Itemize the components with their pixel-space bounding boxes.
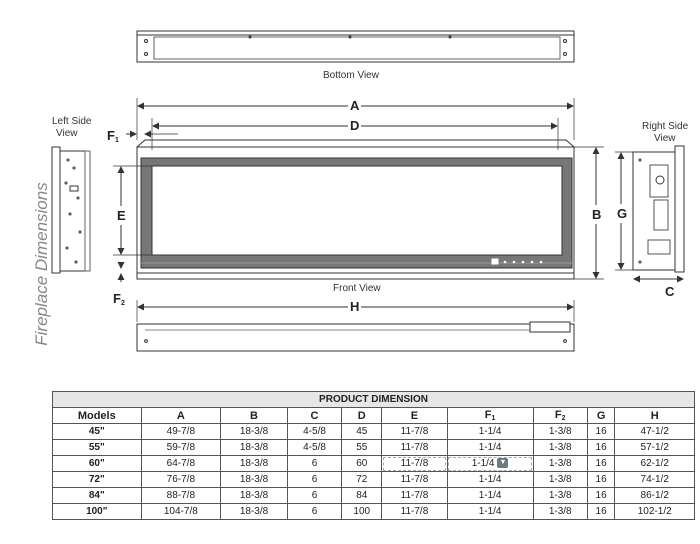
table-cell: 74-1/2 [615, 472, 695, 488]
table-cell: 4-5/8 [287, 424, 341, 440]
table-cell: 1-1/4 [447, 472, 533, 488]
table-cell: 1-3/8 [533, 440, 587, 456]
table-cell: 45 [342, 424, 382, 440]
table-cell: 11-7/8 [382, 504, 447, 520]
bottom-view-drawing [137, 31, 574, 62]
table-cell: 6 [287, 504, 341, 520]
table-title: PRODUCT DIMENSION [53, 392, 695, 408]
right-side-view-drawing [633, 146, 684, 272]
table-cell: 76-7/8 [141, 472, 221, 488]
table-cell: 1-1/4 [447, 504, 533, 520]
table-cell: 1-3/8 [533, 456, 587, 472]
table-cell: 18-3/8 [221, 488, 288, 504]
table-cell: 16 [587, 440, 615, 456]
right-side-view-label-2: View [654, 133, 676, 144]
left-side-view-label: Left Side [52, 116, 92, 127]
page-title: Fireplace Dimensions [32, 182, 51, 346]
table-cell: 16 [587, 424, 615, 440]
left-side-view-label-2: View [56, 128, 78, 139]
table-row [53, 424, 695, 440]
model-cell: 45" [53, 424, 142, 440]
col-header: $F_2$ [533, 408, 587, 424]
col-header: $F_1$ [447, 408, 533, 424]
dimension-d-label: D [350, 118, 360, 133]
dimension-b-label: B [592, 207, 602, 222]
table-cell: 11-7/8 [382, 488, 447, 504]
table-cell: 16 [587, 456, 615, 472]
col-header: H [615, 408, 695, 424]
table-cell: 16 [587, 488, 615, 504]
selected-cell-f1[interactable]: 1-1/4 ▼ [447, 456, 533, 472]
dimension-e-label: E [117, 208, 126, 223]
dimension-f1-label: $F_1$ [107, 128, 119, 144]
table-cell: 104-7/8 [141, 504, 221, 520]
table-cell: 55 [342, 440, 382, 456]
table-cell: 11-7/8 [382, 472, 447, 488]
dimension-h-label: H [350, 299, 360, 314]
table-cell: 18-3/8 [221, 504, 288, 520]
col-header: A [141, 408, 221, 424]
col-header: D [342, 408, 382, 424]
col-header: B [221, 408, 288, 424]
dimension-g-label: G [617, 206, 628, 221]
table-cell: 86-1/2 [615, 488, 695, 504]
dimension-c-label: C [665, 284, 675, 299]
model-cell: 100" [53, 504, 142, 520]
table-cell: 60 [342, 456, 382, 472]
table-cell: 6 [287, 488, 341, 504]
col-header: Models [53, 408, 142, 424]
model-cell: 60" [53, 456, 142, 472]
bottom-view-label: Bottom View [323, 70, 379, 81]
table-row [53, 504, 695, 520]
model-cell: 84" [53, 488, 142, 504]
table-cell: 18-3/8 [221, 472, 288, 488]
table-cell: 57-1/2 [615, 440, 695, 456]
table-cell: 49-7/8 [141, 424, 221, 440]
table-cell: 1-3/8 [533, 424, 587, 440]
table-cell: 102-1/2 [615, 504, 695, 520]
left-side-view-drawing [52, 147, 90, 273]
table-cell: 59-7/8 [141, 440, 221, 456]
table-row [53, 472, 695, 488]
table-cell: 18-3/8 [221, 440, 288, 456]
product-dimension-table [52, 391, 695, 520]
table-row [53, 456, 695, 472]
table-cell: 1-1/4 [447, 440, 533, 456]
col-header: C [287, 408, 341, 424]
table-cell: 6 [287, 472, 341, 488]
table-cell: 4-5/8 [287, 440, 341, 456]
top-view-drawing [137, 322, 574, 351]
table-row [53, 440, 695, 456]
table-cell: 1-1/4 [447, 424, 533, 440]
col-header: G [587, 408, 615, 424]
table-cell: 72 [342, 472, 382, 488]
table-cell: 16 [587, 504, 615, 520]
dimension-f2-label: $F_2$ [113, 291, 125, 307]
table-cell: 47-1/2 [615, 424, 695, 440]
right-side-view-label: Right Side [642, 121, 689, 132]
chevron-down-icon[interactable]: ▼ [497, 458, 508, 468]
front-view-drawing [137, 140, 574, 279]
table-row [53, 488, 695, 504]
table-cell: 16 [587, 472, 615, 488]
table-cell: 18-3/8 [221, 456, 288, 472]
table-cell: 11-7/8 [382, 440, 447, 456]
table-cell: 84 [342, 488, 382, 504]
dimension-a-label: A [350, 98, 360, 113]
table-cell: 11-7/8 [382, 424, 447, 440]
front-view-label: Front View [333, 283, 381, 294]
col-header: E [382, 408, 447, 424]
table-cell: 100 [342, 504, 382, 520]
table-cell: 1-3/8 [533, 488, 587, 504]
table-cell: 6 [287, 456, 341, 472]
table-cell: 18-3/8 [221, 424, 288, 440]
table-cell: 88-7/8 [141, 488, 221, 504]
model-cell: 55" [53, 440, 142, 456]
model-cell: 72" [53, 472, 142, 488]
table-cell: 1-3/8 [533, 504, 587, 520]
selected-cell-e[interactable]: 11-7/8 [382, 456, 447, 472]
table-cell: 62-1/2 [615, 456, 695, 472]
table-cell: 1-3/8 [533, 472, 587, 488]
table-cell: 1-1/4 [447, 488, 533, 504]
table-cell: 64-7/8 [141, 456, 221, 472]
